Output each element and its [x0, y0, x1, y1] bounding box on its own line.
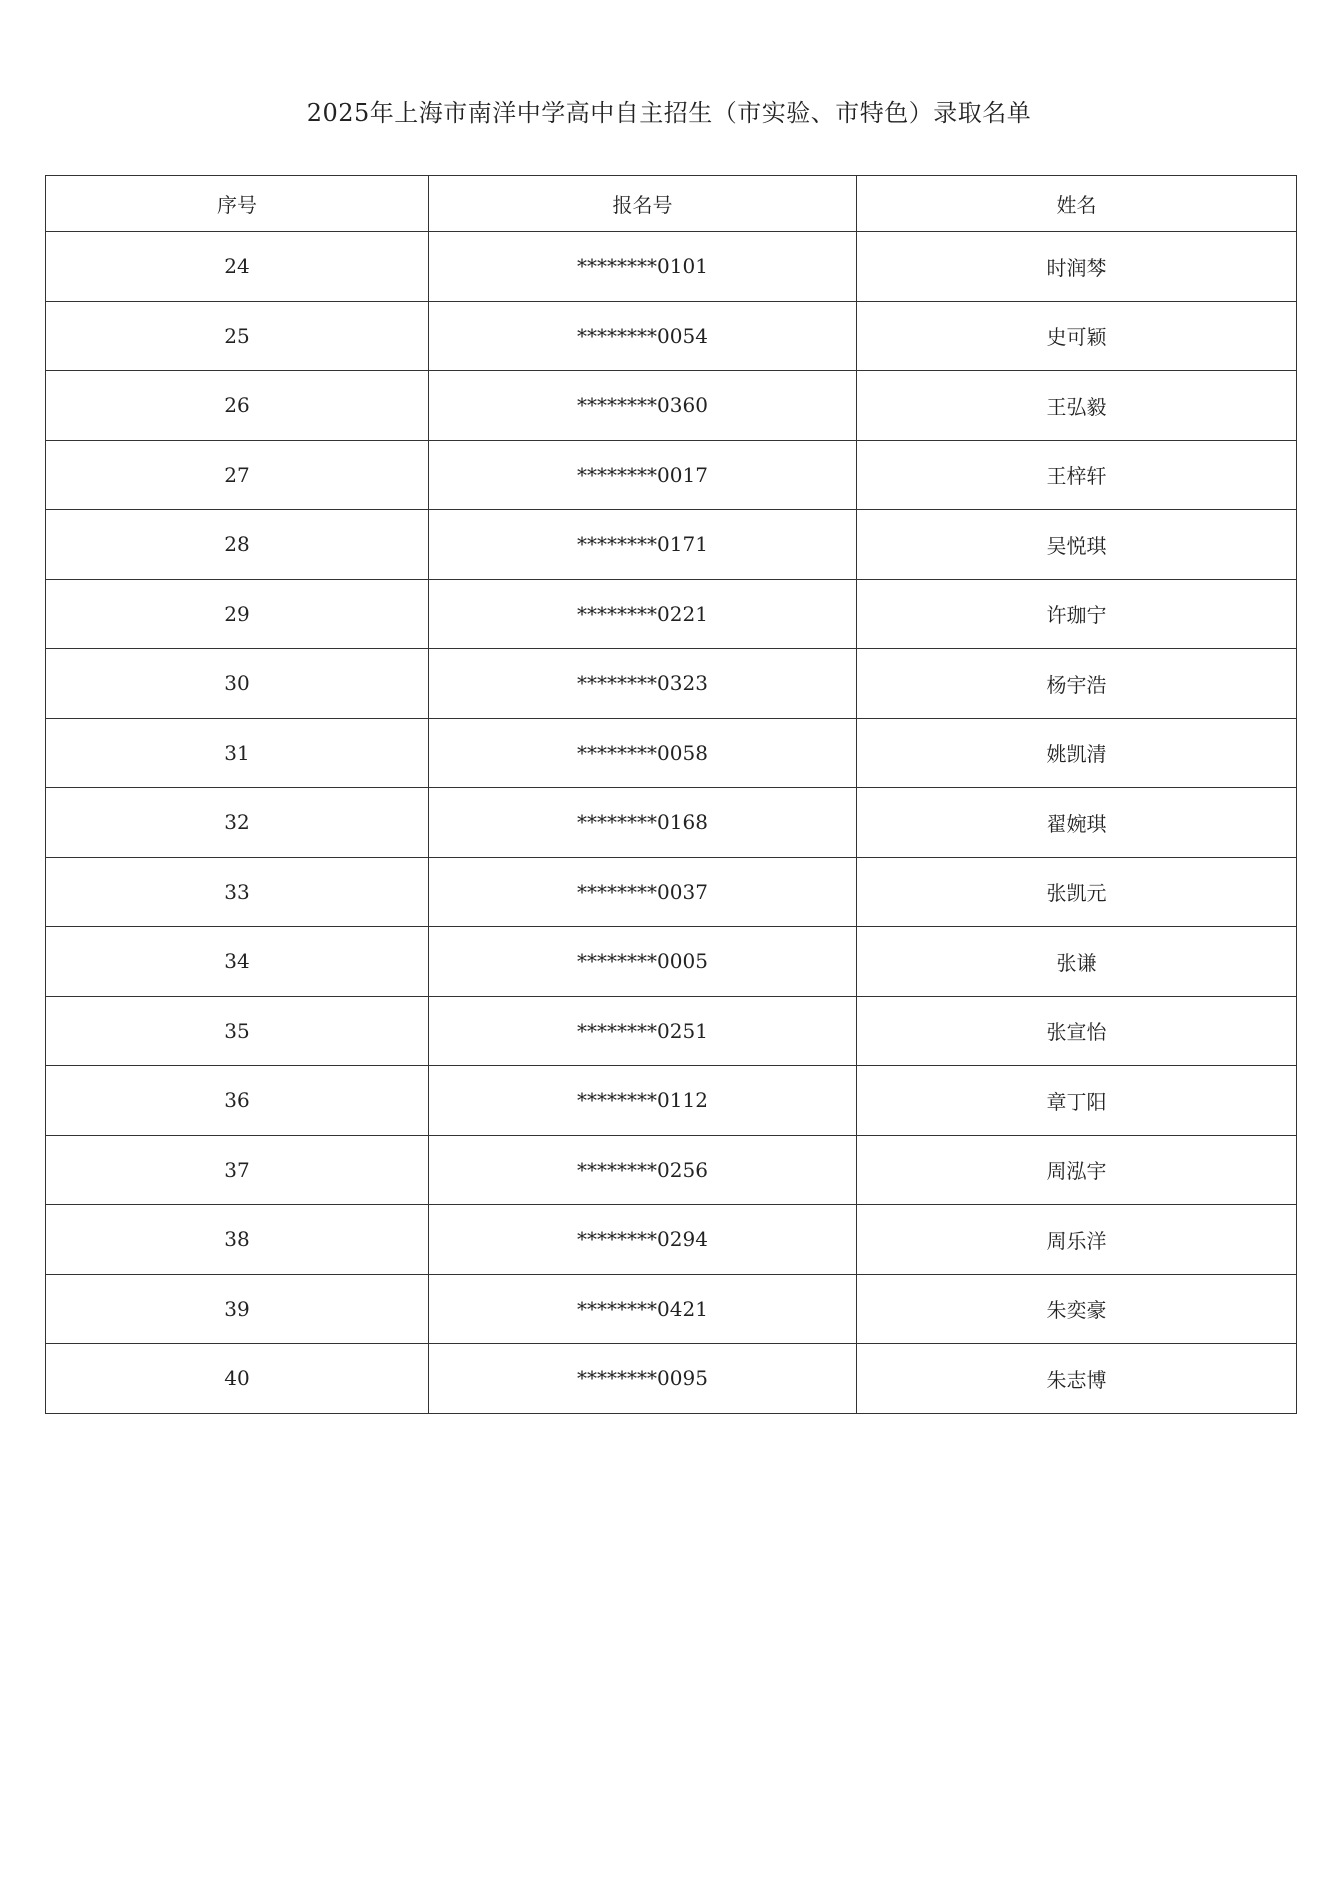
table-row	[46, 1274, 1297, 1344]
serial-cell: 31	[46, 718, 429, 788]
registration-cell: ********0251	[429, 996, 857, 1066]
table-row	[46, 440, 1297, 510]
registration-cell: ********0294	[429, 1205, 857, 1275]
registration-cell: ********0037	[429, 857, 857, 927]
column-header-name: 姓名	[857, 176, 1297, 232]
registration-cell: ********0421	[429, 1274, 857, 1344]
registration-cell: ********0112	[429, 1066, 857, 1136]
serial-cell: 24	[46, 232, 429, 302]
serial-cell: 36	[46, 1066, 429, 1136]
table-header-row	[46, 176, 1297, 232]
serial-cell: 40	[46, 1344, 429, 1414]
name-cell: 张谦	[857, 927, 1297, 997]
table-row	[46, 1344, 1297, 1414]
name-cell: 时润棽	[857, 232, 1297, 302]
registration-cell: ********0017	[429, 440, 857, 510]
name-cell: 周乐洋	[857, 1205, 1297, 1275]
name-cell: 许珈宁	[857, 579, 1297, 649]
registration-cell: ********0095	[429, 1344, 857, 1414]
table-row	[46, 371, 1297, 441]
serial-cell: 25	[46, 301, 429, 371]
admission-list-table	[45, 175, 1297, 1414]
table-row	[46, 996, 1297, 1066]
table-row	[46, 788, 1297, 858]
serial-cell: 26	[46, 371, 429, 441]
serial-cell: 33	[46, 857, 429, 927]
column-header-registration: 报名号	[429, 176, 857, 232]
name-cell: 王弘毅	[857, 371, 1297, 441]
table-row	[46, 579, 1297, 649]
registration-cell: ********0323	[429, 649, 857, 719]
table-row	[46, 927, 1297, 997]
name-cell: 张凯元	[857, 857, 1297, 927]
registration-cell: ********0058	[429, 718, 857, 788]
registration-cell: ********0168	[429, 788, 857, 858]
table-row	[46, 1205, 1297, 1275]
registration-cell: ********0256	[429, 1135, 857, 1205]
table-row	[46, 857, 1297, 927]
registration-cell: ********0005	[429, 927, 857, 997]
table-row	[46, 1135, 1297, 1205]
table-row	[46, 718, 1297, 788]
document-title: 2025年上海市南洋中学高中自主招生（市实验、市特色）录取名单	[306, 99, 1032, 127]
name-cell: 朱志博	[857, 1344, 1297, 1414]
name-cell: 姚凯清	[857, 718, 1297, 788]
registration-cell: ********0171	[429, 510, 857, 580]
serial-cell: 39	[46, 1274, 429, 1344]
column-header-serial: 序号	[46, 176, 429, 232]
name-cell: 周泓宇	[857, 1135, 1297, 1205]
name-cell: 吴悦琪	[857, 510, 1297, 580]
registration-cell: ********0221	[429, 579, 857, 649]
name-cell: 张宣怡	[857, 996, 1297, 1066]
serial-cell: 37	[46, 1135, 429, 1205]
registration-cell: ********0054	[429, 301, 857, 371]
serial-cell: 35	[46, 996, 429, 1066]
registration-cell: ********0360	[429, 371, 857, 441]
registration-cell: ********0101	[429, 232, 857, 302]
serial-cell: 28	[46, 510, 429, 580]
serial-cell: 34	[46, 927, 429, 997]
name-cell: 史可颖	[857, 301, 1297, 371]
name-cell: 朱奕豪	[857, 1274, 1297, 1344]
name-cell: 翟婉琪	[857, 788, 1297, 858]
name-cell: 章丁阳	[857, 1066, 1297, 1136]
serial-cell: 30	[46, 649, 429, 719]
table-row	[46, 232, 1297, 302]
name-cell: 杨宇浩	[857, 649, 1297, 719]
serial-cell: 27	[46, 440, 429, 510]
table-row	[46, 1066, 1297, 1136]
name-cell: 王梓轩	[857, 440, 1297, 510]
serial-cell: 29	[46, 579, 429, 649]
serial-cell: 32	[46, 788, 429, 858]
table-row	[46, 301, 1297, 371]
serial-cell: 38	[46, 1205, 429, 1275]
table-row	[46, 510, 1297, 580]
table-row	[46, 649, 1297, 719]
